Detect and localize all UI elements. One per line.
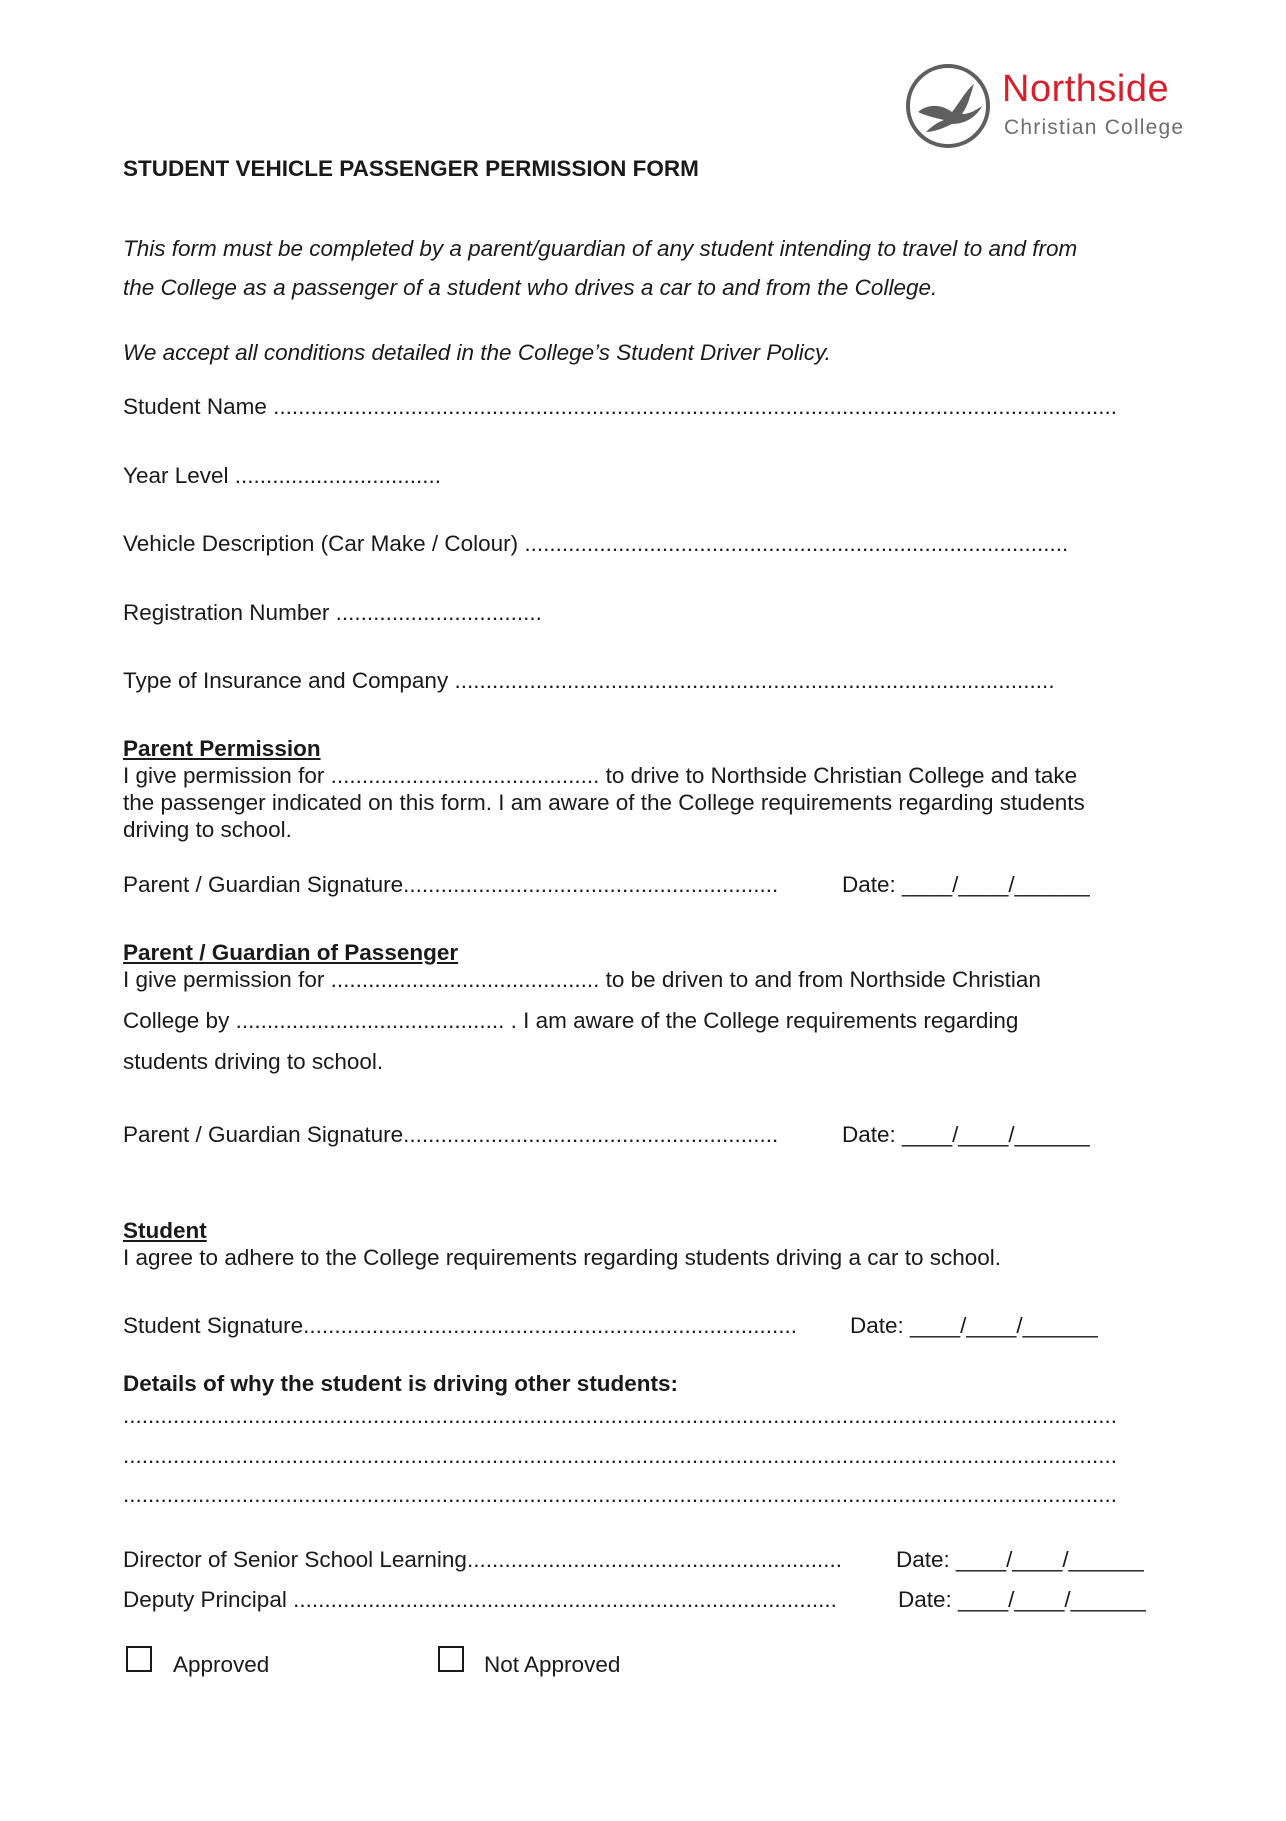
- insurance-field[interactable]: Type of Insurance and Company ................................................................................................: [123, 668, 1055, 693]
- parent-permission-line-1[interactable]: I give permission for ........................................... to drive to Northside Christian College and take: [123, 763, 1078, 788]
- form-title: STUDENT VEHICLE PASSENGER PERMISSION FORM: [123, 156, 699, 181]
- passenger-guardian-line-3: students driving to school.: [123, 1049, 384, 1074]
- not-approved-checkbox[interactable]: [438, 1646, 464, 1672]
- parent-date-field[interactable]: Date: ____/____/______: [842, 872, 1090, 897]
- director-signature-field[interactable]: Director of Senior School Learning............................................................: [123, 1547, 843, 1572]
- student-heading: Student: [123, 1218, 207, 1243]
- year-level-field[interactable]: Year Level .................................: [123, 463, 442, 488]
- student-name-field[interactable]: Student Name .......................................................................................................................................: [123, 394, 1117, 419]
- parent-permission-heading: Parent Permission: [123, 736, 321, 761]
- accept-statement: We accept all conditions detailed in the College’s Student Driver Policy.: [123, 340, 831, 365]
- vehicle-description-field[interactable]: Vehicle Description (Car Make / Colour) .......................................................................................: [123, 531, 1069, 556]
- details-line[interactable]: ...............................................................................................................................................................: [123, 1443, 1117, 1468]
- details-line[interactable]: ...............................................................................................................................................................: [123, 1482, 1117, 1507]
- college-logo: [904, 60, 1204, 156]
- intro-line-1: This form must be completed by a parent/guardian of any student intending to travel to and from: [123, 236, 1078, 261]
- approved-checkbox[interactable]: [126, 1646, 152, 1672]
- passenger-guardian-signature-field[interactable]: Parent / Guardian Signature............................................................: [123, 1122, 779, 1147]
- deputy-principal-date-field[interactable]: Date: ____/____/______: [898, 1587, 1146, 1612]
- parent-signature-field[interactable]: Parent / Guardian Signature............................................................: [123, 872, 779, 897]
- intro-line-2: the College as a passenger of a student who drives a car to and from the College.: [123, 275, 938, 300]
- details-line[interactable]: ...............................................................................................................................................................: [123, 1403, 1117, 1428]
- passenger-guardian-date-field[interactable]: Date: ____/____/______: [842, 1122, 1090, 1147]
- details-heading: Details of why the student is driving other students:: [123, 1371, 679, 1396]
- student-signature-field[interactable]: Student Signature...............................................................................: [123, 1313, 797, 1338]
- parent-permission-line-2: the passenger indicated on this form. I am aware of the College requirements regarding students: [123, 790, 1085, 815]
- student-agreement-line: I agree to adhere to the College requirements regarding students driving a car to school.: [123, 1245, 1002, 1270]
- logo-subtitle: Christian College: [1004, 116, 1185, 139]
- student-date-field[interactable]: Date: ____/____/______: [850, 1313, 1098, 1338]
- director-date-field[interactable]: Date: ____/____/______: [896, 1547, 1144, 1572]
- logo-name: Northside: [1002, 68, 1170, 110]
- approved-label: Approved: [173, 1652, 270, 1677]
- parent-permission-line-3: driving to school.: [123, 817, 292, 842]
- passenger-guardian-line-1[interactable]: I give permission for ........................................... to be driven to and from Northside Christian: [123, 967, 1041, 992]
- deputy-principal-signature-field[interactable]: Deputy Principal .......................................................................................: [123, 1587, 837, 1612]
- registration-number-field[interactable]: Registration Number .................................: [123, 600, 542, 625]
- passenger-guardian-heading: Parent / Guardian of Passenger: [123, 940, 459, 965]
- passenger-guardian-line-2[interactable]: College by ........................................... . I am aware of the College requirements regarding: [123, 1008, 1019, 1033]
- dove-logo-icon: [904, 62, 992, 150]
- not-approved-label: Not Approved: [484, 1652, 621, 1677]
